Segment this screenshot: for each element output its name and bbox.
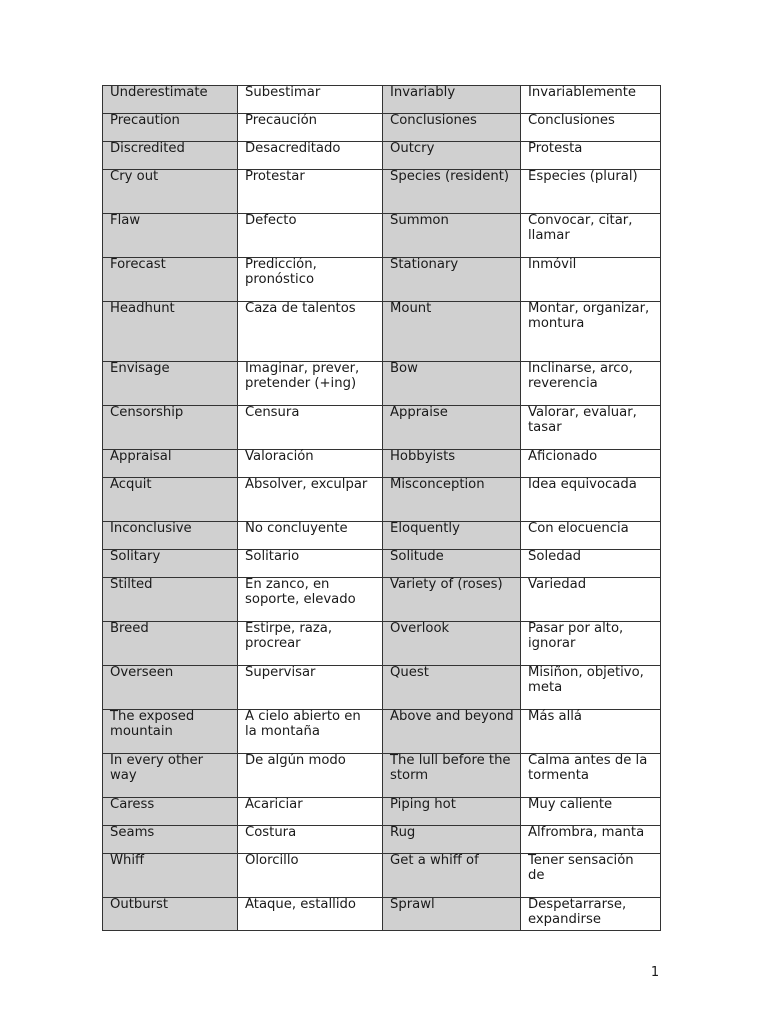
spanish-translation-b-text: Defecto	[245, 212, 297, 228]
english-term-a-text: Breed	[110, 620, 149, 636]
spanish-translation-d-text: Con elocuencia	[528, 520, 629, 536]
english-term-a-text: Solitary	[110, 548, 161, 564]
spanish-translation-d-text: Inmóvil	[528, 256, 577, 272]
spanish-translation-d-cell	[520, 213, 661, 257]
english-term-a-cell	[102, 113, 237, 141]
spanish-translation-b-text: Olorcillo	[245, 852, 299, 868]
spanish-translation-b-cell	[237, 141, 382, 169]
english-term-a-text: Envisage	[110, 360, 170, 376]
spanish-translation-d-text: Alfrombra, manta	[528, 824, 645, 840]
english-term-a-text: Stilted	[110, 576, 153, 592]
english-term-c-text: Bow	[390, 360, 418, 376]
english-term-a-cell	[102, 897, 237, 931]
english-term-c-cell	[382, 169, 520, 213]
english-term-a-text: Precaution	[110, 112, 180, 128]
spanish-translation-b-text: Acariciar	[245, 796, 303, 812]
spanish-translation-b-cell	[237, 477, 382, 521]
english-term-c-cell	[382, 797, 520, 825]
spanish-translation-b-text: Absolver, exculpar	[245, 476, 368, 492]
spanish-translation-b-text: Valoración	[245, 448, 314, 464]
spanish-translation-b-text: De algún modo	[245, 752, 346, 768]
english-term-c-text: Mount	[390, 300, 432, 316]
english-term-a-cell	[102, 141, 237, 169]
english-term-c-cell	[382, 213, 520, 257]
english-term-c-text: Above and beyond	[390, 708, 514, 724]
english-term-a-text: Discredited	[110, 140, 185, 156]
spanish-translation-b-text: Solitario	[245, 548, 300, 564]
english-term-a-cell	[102, 405, 237, 449]
english-term-a-text: Headhunt	[110, 300, 175, 316]
spanish-translation-b-text: Subestimar	[245, 84, 321, 100]
spanish-translation-d-cell	[520, 825, 661, 853]
english-term-a-text: Outburst	[110, 896, 169, 912]
spanish-translation-b-text: Ataque, estallido	[245, 896, 356, 912]
spanish-translation-d-text: Montar, organizar, montura	[528, 300, 650, 331]
english-term-a-cell	[102, 85, 237, 113]
spanish-translation-b-cell	[237, 897, 382, 931]
english-term-c-cell	[382, 449, 520, 477]
spanish-translation-b-text: Imaginar, prever, pretender (+ing)	[245, 360, 360, 391]
english-term-a-text: The exposed mountain	[110, 708, 195, 739]
english-term-c-text: The lull before the storm	[390, 752, 511, 783]
spanish-translation-d-cell	[520, 753, 661, 797]
spanish-translation-b-cell	[237, 621, 382, 665]
english-term-c-text: Variety of (roses)	[390, 576, 503, 592]
spanish-translation-d-text: Despetarrarse, expandirse	[528, 896, 627, 927]
spanish-translation-b-cell	[237, 361, 382, 405]
english-term-c-text: Misconception	[390, 476, 485, 492]
english-term-a-cell	[102, 361, 237, 405]
spanish-translation-b-cell	[237, 169, 382, 213]
spanish-translation-d-cell	[520, 897, 661, 931]
english-term-c-cell	[382, 361, 520, 405]
spanish-translation-b-cell	[237, 301, 382, 361]
spanish-translation-b-text: No concluyente	[245, 520, 348, 536]
english-term-a-text: Flaw	[110, 212, 141, 228]
spanish-translation-b-text: Supervisar	[245, 664, 316, 680]
spanish-translation-b-text: Precaución	[245, 112, 317, 128]
english-term-c-text: Piping hot	[390, 796, 456, 812]
spanish-translation-d-text: Tener sensación de	[528, 852, 634, 883]
spanish-translation-d-cell	[520, 405, 661, 449]
spanish-translation-b-text: Predicción, pronóstico	[245, 256, 317, 287]
english-term-c-text: Stationary	[390, 256, 459, 272]
spanish-translation-d-cell	[520, 853, 661, 897]
english-term-c-text: Solitude	[390, 548, 444, 564]
spanish-translation-d-cell	[520, 85, 661, 113]
spanish-translation-d-text: Más allá	[528, 708, 583, 724]
spanish-translation-b-text: A cielo abierto en la montaña	[245, 708, 361, 739]
spanish-translation-d-cell	[520, 621, 661, 665]
english-term-c-cell	[382, 577, 520, 621]
english-term-a-text: Seams	[110, 824, 155, 840]
english-term-c-text: Outcry	[390, 140, 435, 156]
spanish-translation-d-cell	[520, 301, 661, 361]
spanish-translation-d-cell	[520, 477, 661, 521]
spanish-translation-b-cell	[237, 797, 382, 825]
english-term-a-text: Forecast	[110, 256, 166, 272]
english-term-c-text: Quest	[390, 664, 429, 680]
spanish-translation-d-cell	[520, 113, 661, 141]
english-term-a-cell	[102, 665, 237, 709]
english-term-c-cell	[382, 405, 520, 449]
spanish-translation-d-text: Especies (plural)	[528, 168, 638, 184]
english-term-c-cell	[382, 621, 520, 665]
english-term-c-text: Species (resident)	[390, 168, 510, 184]
spanish-translation-b-text: Costura	[245, 824, 297, 840]
spanish-translation-d-cell	[520, 521, 661, 549]
english-term-a-cell	[102, 577, 237, 621]
spanish-translation-d-text: Soledad	[528, 548, 582, 564]
spanish-translation-b-text: Desacreditado	[245, 140, 341, 156]
english-term-c-cell	[382, 257, 520, 301]
spanish-translation-d-text: Invariablemente	[528, 84, 637, 100]
english-term-a-cell	[102, 621, 237, 665]
spanish-translation-b-text: En zanco, en soporte, elevado	[245, 576, 356, 607]
english-term-c-cell	[382, 477, 520, 521]
spanish-translation-b-cell	[237, 549, 382, 577]
english-term-a-text: Cry out	[110, 168, 159, 184]
english-term-a-cell	[102, 213, 237, 257]
english-term-c-cell	[382, 113, 520, 141]
spanish-translation-b-cell	[237, 449, 382, 477]
english-term-c-text: Hobbyists	[390, 448, 456, 464]
english-term-a-text: Inconclusive	[110, 520, 192, 536]
spanish-translation-d-text: Muy caliente	[528, 796, 613, 812]
spanish-translation-b-cell	[237, 753, 382, 797]
english-term-c-cell	[382, 753, 520, 797]
spanish-translation-d-cell	[520, 549, 661, 577]
spanish-translation-b-cell	[237, 521, 382, 549]
english-term-a-cell	[102, 477, 237, 521]
english-term-c-cell	[382, 853, 520, 897]
english-term-a-cell	[102, 825, 237, 853]
english-term-c-text: Appraise	[390, 404, 448, 420]
english-term-a-cell	[102, 257, 237, 301]
english-term-c-cell	[382, 85, 520, 113]
english-term-c-text: Overlook	[390, 620, 450, 636]
english-term-a-cell	[102, 449, 237, 477]
spanish-translation-d-cell	[520, 141, 661, 169]
english-term-c-cell	[382, 141, 520, 169]
english-term-a-cell	[102, 709, 237, 753]
english-term-c-cell	[382, 549, 520, 577]
spanish-translation-d-text: Pasar por alto, ignorar	[528, 620, 624, 651]
spanish-translation-d-cell	[520, 169, 661, 213]
english-term-c-text: Rug	[390, 824, 416, 840]
english-term-a-cell	[102, 797, 237, 825]
english-term-c-cell	[382, 897, 520, 931]
english-term-a-cell	[102, 301, 237, 361]
english-term-a-text: Underestimate	[110, 84, 208, 100]
spanish-translation-d-text: Idea equivocada	[528, 476, 637, 492]
english-term-a-text: Acquit	[110, 476, 152, 492]
spanish-translation-b-cell	[237, 825, 382, 853]
spanish-translation-d-text: Variedad	[528, 576, 587, 592]
spanish-translation-d-text: Convocar, citar, llamar	[528, 212, 633, 243]
spanish-translation-b-cell	[237, 709, 382, 753]
english-term-c-cell	[382, 301, 520, 361]
spanish-translation-d-cell	[520, 361, 661, 405]
english-term-a-cell	[102, 853, 237, 897]
english-term-c-text: Summon	[390, 212, 449, 228]
spanish-translation-d-cell	[520, 449, 661, 477]
spanish-translation-b-cell	[237, 665, 382, 709]
spanish-translation-b-cell	[237, 853, 382, 897]
spanish-translation-d-text: Aficionado	[528, 448, 598, 464]
vocabulary-table	[102, 85, 661, 931]
spanish-translation-b-text: Estirpe, raza, procrear	[245, 620, 333, 651]
spanish-translation-d-text: Conclusiones	[528, 112, 615, 128]
spanish-translation-b-cell	[237, 213, 382, 257]
english-term-c-text: Conclusiones	[390, 112, 477, 128]
english-term-c-cell	[382, 521, 520, 549]
spanish-translation-b-text: Censura	[245, 404, 300, 420]
english-term-a-text: In every other way	[110, 752, 204, 783]
english-term-a-cell	[102, 521, 237, 549]
spanish-translation-d-text: Protesta	[528, 140, 583, 156]
english-term-a-text: Caress	[110, 796, 155, 812]
english-term-a-text: Overseen	[110, 664, 174, 680]
english-term-c-text: Invariably	[390, 84, 456, 100]
table-bottom-border	[102, 930, 661, 931]
english-term-c-cell	[382, 665, 520, 709]
page-number: 1	[650, 965, 660, 980]
spanish-translation-b-text: Caza de talentos	[245, 300, 356, 316]
spanish-translation-b-cell	[237, 577, 382, 621]
spanish-translation-d-cell	[520, 797, 661, 825]
english-term-a-text: Appraisal	[110, 448, 172, 464]
english-term-a-cell	[102, 169, 237, 213]
spanish-translation-d-cell	[520, 257, 661, 301]
spanish-translation-b-text: Protestar	[245, 168, 305, 184]
spanish-translation-d-cell	[520, 709, 661, 753]
spanish-translation-b-cell	[237, 85, 382, 113]
spanish-translation-d-text: Calma antes de la tormenta	[528, 752, 648, 783]
english-term-a-cell	[102, 753, 237, 797]
english-term-a-cell	[102, 549, 237, 577]
spanish-translation-b-cell	[237, 113, 382, 141]
english-term-a-text: Censorship	[110, 404, 184, 420]
spanish-translation-d-text: Inclinarse, arco, reverencia	[528, 360, 633, 391]
english-term-c-text: Get a whiff of	[390, 852, 479, 868]
english-term-c-cell	[382, 825, 520, 853]
english-term-c-text: Sprawl	[390, 896, 435, 912]
english-term-a-text: Whiff	[110, 852, 145, 868]
spanish-translation-b-cell	[237, 257, 382, 301]
spanish-translation-d-text: Misiñon, objetivo, meta	[528, 664, 644, 695]
spanish-translation-d-cell	[520, 577, 661, 621]
spanish-translation-d-text: Valorar, evaluar, tasar	[528, 404, 637, 435]
english-term-c-text: Eloquently	[390, 520, 460, 536]
english-term-c-cell	[382, 709, 520, 753]
spanish-translation-d-cell	[520, 665, 661, 709]
spanish-translation-b-cell	[237, 405, 382, 449]
